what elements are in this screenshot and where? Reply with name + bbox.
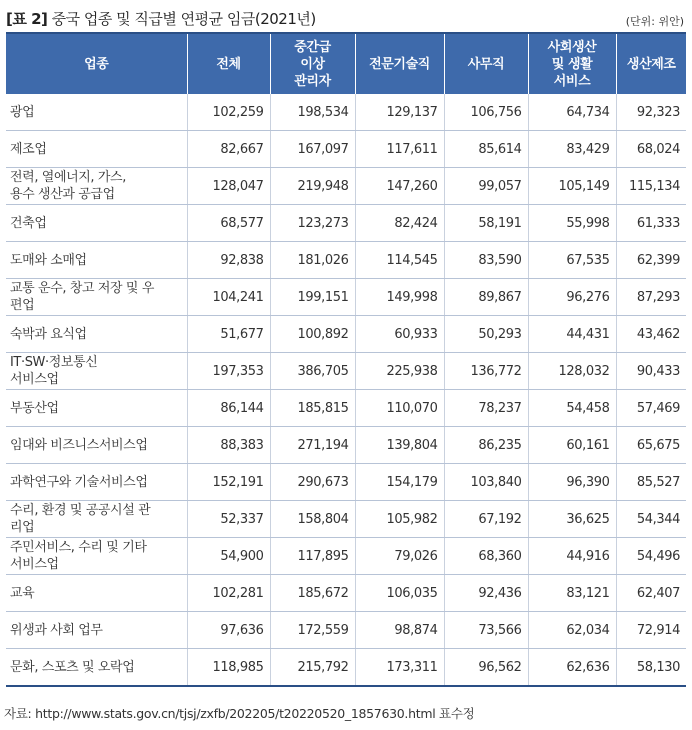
column-header-4: [444, 34, 528, 94]
value-cell: 92,436: [444, 575, 528, 612]
column-header-line: 생산제조: [626, 56, 676, 72]
column-header-3: [355, 34, 444, 94]
column-header-1: [187, 34, 270, 94]
industry-line: 숙박과 요식업: [10, 326, 87, 342]
value-cell: 123,273: [270, 205, 355, 242]
value-cell: 52,337: [187, 501, 270, 538]
value-cell: 92,838: [187, 242, 270, 279]
value-cell: 51,677: [187, 316, 270, 353]
value-cell: 50,293: [444, 316, 528, 353]
value-cell: 110,070: [355, 390, 444, 427]
value-cell: 103,840: [444, 464, 528, 501]
value-cell: 88,383: [187, 427, 270, 464]
value-cell: 386,705: [270, 353, 355, 390]
column-header-line: 사무직: [467, 56, 505, 72]
table-row: [6, 279, 686, 316]
table-row: [6, 575, 686, 612]
value-cell: 96,276: [528, 279, 616, 316]
table-row: [6, 94, 686, 131]
value-cell: 99,057: [444, 168, 528, 205]
industry-cell: [6, 538, 187, 575]
value-cell: 149,998: [355, 279, 444, 316]
industry-line: 서비스업: [10, 557, 59, 572]
industry-line: 건축업: [10, 215, 47, 231]
industry-line: 제조업: [10, 141, 47, 157]
value-cell: 167,097: [270, 131, 355, 168]
value-cell: 96,390: [528, 464, 616, 501]
industry-line: 교육: [10, 585, 35, 601]
value-cell: 100,892: [270, 316, 355, 353]
column-header-line: 서비스: [553, 73, 591, 89]
value-cell: 106,756: [444, 94, 528, 131]
value-cell: 173,311: [355, 649, 444, 687]
title-row: [6, 4, 686, 32]
value-cell: 65,675: [616, 427, 686, 464]
industry-cell: [6, 242, 187, 279]
value-cell: 54,496: [616, 538, 686, 575]
column-header-line: 관리자: [294, 73, 331, 89]
value-cell: 82,424: [355, 205, 444, 242]
value-cell: 102,259: [187, 94, 270, 131]
industry-cell: [6, 168, 187, 205]
value-cell: 79,026: [355, 538, 444, 575]
value-cell: 139,804: [355, 427, 444, 464]
table-row: [6, 427, 686, 464]
industry-line: 서비스업: [10, 372, 59, 387]
value-cell: 67,535: [528, 242, 616, 279]
table-row: [6, 649, 686, 687]
industry-cell: [6, 390, 187, 427]
value-cell: 181,026: [270, 242, 355, 279]
column-header-2: [270, 34, 355, 94]
value-cell: 83,590: [444, 242, 528, 279]
value-cell: 83,121: [528, 575, 616, 612]
table-row: [6, 168, 686, 205]
table-row: [6, 612, 686, 649]
column-header-line: 및 생활: [551, 56, 593, 72]
value-cell: 104,241: [187, 279, 270, 316]
value-cell: 72,914: [616, 612, 686, 649]
value-cell: 118,985: [187, 649, 270, 687]
industry-line: 광업: [10, 104, 35, 120]
value-cell: 58,191: [444, 205, 528, 242]
value-cell: 154,179: [355, 464, 444, 501]
industry-cell: [6, 612, 187, 649]
source-note: 자료: http://www.stats.gov.cn/tjsj/zxfb/202205/t20220520_1857630.html 표수정: [4, 706, 475, 721]
value-cell: 198,534: [270, 94, 355, 131]
industry-line: 위생과 사회 업무: [10, 622, 103, 638]
value-cell: 105,982: [355, 501, 444, 538]
industry-cell: [6, 205, 187, 242]
value-cell: 62,034: [528, 612, 616, 649]
industry-line: 리업: [10, 520, 35, 535]
industry-cell: [6, 427, 187, 464]
industry-line: 수리, 환경 및 공공시설 관: [10, 503, 151, 518]
column-header-line: 중간급: [294, 39, 331, 55]
industry-line: 문화, 스포츠 및 오락업: [10, 659, 135, 675]
value-cell: 290,673: [270, 464, 355, 501]
value-cell: 62,636: [528, 649, 616, 687]
value-cell: 152,191: [187, 464, 270, 501]
value-cell: 136,772: [444, 353, 528, 390]
value-cell: 114,545: [355, 242, 444, 279]
value-cell: 90,433: [616, 353, 686, 390]
table-row: [6, 205, 686, 242]
value-cell: 215,792: [270, 649, 355, 687]
table-row: [6, 131, 686, 168]
value-cell: 64,734: [528, 94, 616, 131]
value-cell: 68,577: [187, 205, 270, 242]
value-cell: 60,161: [528, 427, 616, 464]
value-cell: 115,134: [616, 168, 686, 205]
table-row: [6, 353, 686, 390]
value-cell: 197,353: [187, 353, 270, 390]
header-row: [6, 34, 686, 94]
value-cell: 62,407: [616, 575, 686, 612]
column-header-line: 이상: [300, 56, 325, 72]
table-title: [6, 8, 316, 29]
value-cell: 89,867: [444, 279, 528, 316]
value-cell: 92,323: [616, 94, 686, 131]
value-cell: 44,916: [528, 538, 616, 575]
value-cell: 44,431: [528, 316, 616, 353]
column-header-line: 사회생산: [547, 39, 597, 55]
industry-cell: [6, 649, 187, 687]
value-cell: 82,667: [187, 131, 270, 168]
industry-line: 편업: [10, 298, 35, 313]
value-cell: 86,144: [187, 390, 270, 427]
value-cell: 43,462: [616, 316, 686, 353]
value-cell: 68,360: [444, 538, 528, 575]
value-cell: 36,625: [528, 501, 616, 538]
value-cell: 60,933: [355, 316, 444, 353]
value-cell: 185,815: [270, 390, 355, 427]
value-cell: 225,938: [355, 353, 444, 390]
table-row: [6, 390, 686, 427]
value-cell: 54,458: [528, 390, 616, 427]
industry-cell: [6, 316, 187, 353]
value-cell: 98,874: [355, 612, 444, 649]
table-number: [표 2]: [6, 10, 48, 28]
industry-cell: [6, 575, 187, 612]
industry-cell: [6, 279, 187, 316]
value-cell: 199,151: [270, 279, 355, 316]
industry-line: 과학연구와 기술서비스업: [10, 474, 148, 490]
value-cell: 78,237: [444, 390, 528, 427]
value-cell: 83,429: [528, 131, 616, 168]
value-cell: 62,399: [616, 242, 686, 279]
industry-line: 전력, 열에너지, 가스,: [10, 170, 126, 185]
value-cell: 67,192: [444, 501, 528, 538]
value-cell: 68,024: [616, 131, 686, 168]
industry-cell: [6, 464, 187, 501]
industry-cell: [6, 501, 187, 538]
value-cell: 271,194: [270, 427, 355, 464]
value-cell: 185,672: [270, 575, 355, 612]
column-header-line: 전문기술직: [369, 56, 430, 72]
value-cell: 117,895: [270, 538, 355, 575]
industry-cell: [6, 131, 187, 168]
wage-table: [6, 34, 686, 687]
industry-line: 용수 생산과 공급업: [10, 187, 115, 202]
table-body: [6, 94, 686, 686]
value-cell: 128,032: [528, 353, 616, 390]
value-cell: 102,281: [187, 575, 270, 612]
value-cell: 86,235: [444, 427, 528, 464]
value-cell: 117,611: [355, 131, 444, 168]
column-header-5: [528, 34, 616, 94]
value-cell: 219,948: [270, 168, 355, 205]
value-cell: 73,566: [444, 612, 528, 649]
value-cell: 96,562: [444, 649, 528, 687]
table-title-text: 중국 업종 및 직급별 연평균 임금(2021년): [51, 10, 316, 28]
value-cell: 61,333: [616, 205, 686, 242]
column-header-0: [6, 34, 187, 94]
value-cell: 158,804: [270, 501, 355, 538]
column-header-line: 전체: [216, 56, 241, 72]
column-header-6: [616, 34, 686, 94]
value-cell: 85,527: [616, 464, 686, 501]
value-cell: 147,260: [355, 168, 444, 205]
industry-cell: [6, 353, 187, 390]
industry-line: 교통 운수, 창고 저장 및 우: [10, 281, 154, 296]
industry-line: IT·SW·정보통신: [10, 355, 98, 370]
value-cell: 128,047: [187, 168, 270, 205]
table-row: [6, 316, 686, 353]
table-row: [6, 501, 686, 538]
table-row: [6, 538, 686, 575]
value-cell: 57,469: [616, 390, 686, 427]
value-cell: 129,137: [355, 94, 444, 131]
value-cell: 55,998: [528, 205, 616, 242]
column-header-line: 업종: [84, 56, 109, 72]
table-row: [6, 464, 686, 501]
value-cell: 97,636: [187, 612, 270, 649]
value-cell: 54,344: [616, 501, 686, 538]
table-row: [6, 242, 686, 279]
value-cell: 85,614: [444, 131, 528, 168]
industry-line: 주민서비스, 수리 및 기타: [10, 540, 147, 555]
industry-line: 부동산업: [10, 400, 59, 416]
value-cell: 54,900: [187, 538, 270, 575]
value-cell: 106,035: [355, 575, 444, 612]
value-cell: 58,130: [616, 649, 686, 687]
value-cell: 87,293: [616, 279, 686, 316]
value-cell: 105,149: [528, 168, 616, 205]
industry-line: 임대와 비즈니스서비스업: [10, 437, 148, 453]
industry-cell: [6, 94, 187, 131]
industry-line: 도매와 소매업: [10, 252, 87, 268]
unit-label: (단위: 위안): [625, 15, 684, 28]
value-cell: 172,559: [270, 612, 355, 649]
